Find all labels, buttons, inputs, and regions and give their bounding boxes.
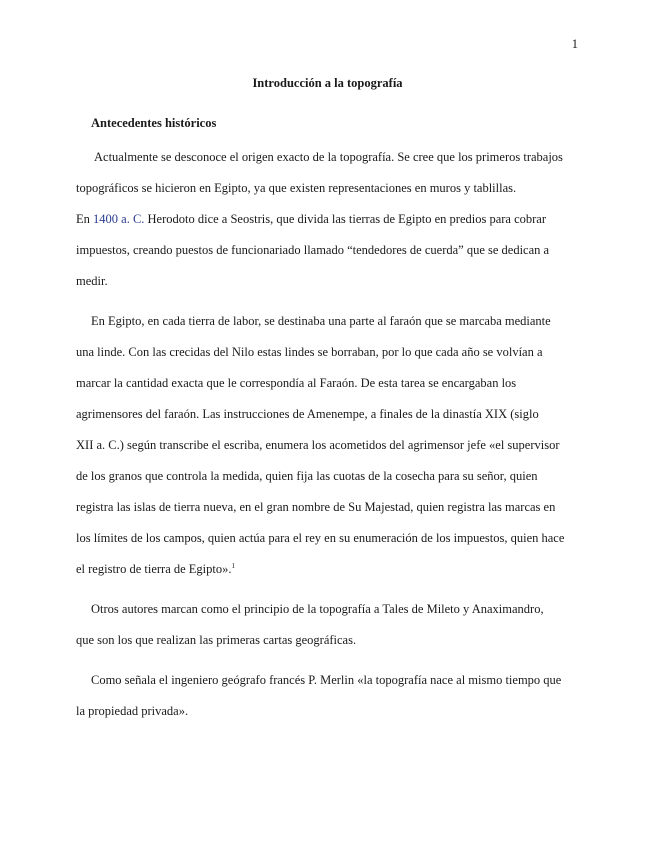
paragraph-5-line-1: Como señala el ingeniero geógrafo francés P. Merlin «la topografía nace al mismo tiempo que xyxy=(91,673,562,687)
body-text xyxy=(76,142,581,727)
paragraph-2-line-1 xyxy=(76,204,581,235)
document-title: Introducción a la topografía xyxy=(252,76,403,90)
paragraph-3-line-5: XII a. C.) según transcribe el escriba, enumera los acometidos del agrimensor jefe «el supervisor xyxy=(76,438,560,452)
paragraph-3-line-4: agrimensores del faraón. Las instrucciones de Amenempe, a finales de la dinastía XIX (siglo xyxy=(76,407,539,421)
paragraph-2-line-1-rest: Herodoto dice a Seostris, que divida las tierras de Egipto en predios para cobrar xyxy=(144,212,547,226)
year-link[interactable]: 1400 a. C. xyxy=(93,212,145,226)
page-number: 1 xyxy=(571,37,578,51)
paragraph-5 xyxy=(76,665,581,727)
paragraph-1-line-2: topográficos se hicieron en Egipto, ya que existen representaciones en muros y tablillas. xyxy=(76,181,517,195)
footnote-reference[interactable]: 1 xyxy=(231,561,235,570)
paragraph-3-line-9-text: el registro de tierra de Egipto». xyxy=(76,562,232,576)
paragraph-3-line-6: de los granos que controla la medida, quien fija las cuotas de la cosecha para su señor, quien xyxy=(76,469,538,483)
paragraph-2-prefix: En xyxy=(76,212,94,226)
paragraph-4-line-2: que son los que realizan las primeras cartas geográficas. xyxy=(76,633,357,647)
paragraph-1-line-1: Actualmente se desconoce el origen exacto de la topografía. Se cree que los primeros trabajos xyxy=(94,150,563,164)
paragraph-5-line-2: la propiedad privada». xyxy=(76,704,189,718)
paragraph-2-line-2: impuestos, creando puestos de funcionariado llamado “tendedores de cuerda” que se dedican a xyxy=(76,243,550,257)
paragraph-4-line-1: Otros autores marcan como el principio de la topografía a Tales de Mileto y Anaximandro, xyxy=(91,602,544,616)
paragraph-3-line-7: registra las islas de tierra nueva, en el gran nombre de Su Majestad, quien registra las marcas en xyxy=(76,500,556,514)
paragraph-3-line-2: una linde. Con las crecidas del Nilo estas lindes se borraban, por lo que cada año se volvían a xyxy=(76,345,543,359)
paragraph-3-line-3: marcar la cantidad exacta que le correspondía al Faraón. De esta tarea se encargaban los xyxy=(76,376,517,390)
paragraph-4 xyxy=(76,594,581,656)
paragraph-3-line-8: los límites de los campos, quien actúa para el rey en su enumeración de los impuestos, quien hace xyxy=(76,531,565,545)
paragraph-2-line-3: medir. xyxy=(76,274,108,288)
paragraph-3-line-9 xyxy=(76,554,581,585)
paragraph-3 xyxy=(76,306,581,585)
paragraph-2 xyxy=(76,204,581,297)
paragraph-3-line-1: En Egipto, en cada tierra de labor, se destinaba una parte al faraón que se marcaba mediante xyxy=(91,314,551,328)
section-heading: Antecedentes históricos xyxy=(91,116,217,130)
paragraph-1 xyxy=(76,142,581,204)
